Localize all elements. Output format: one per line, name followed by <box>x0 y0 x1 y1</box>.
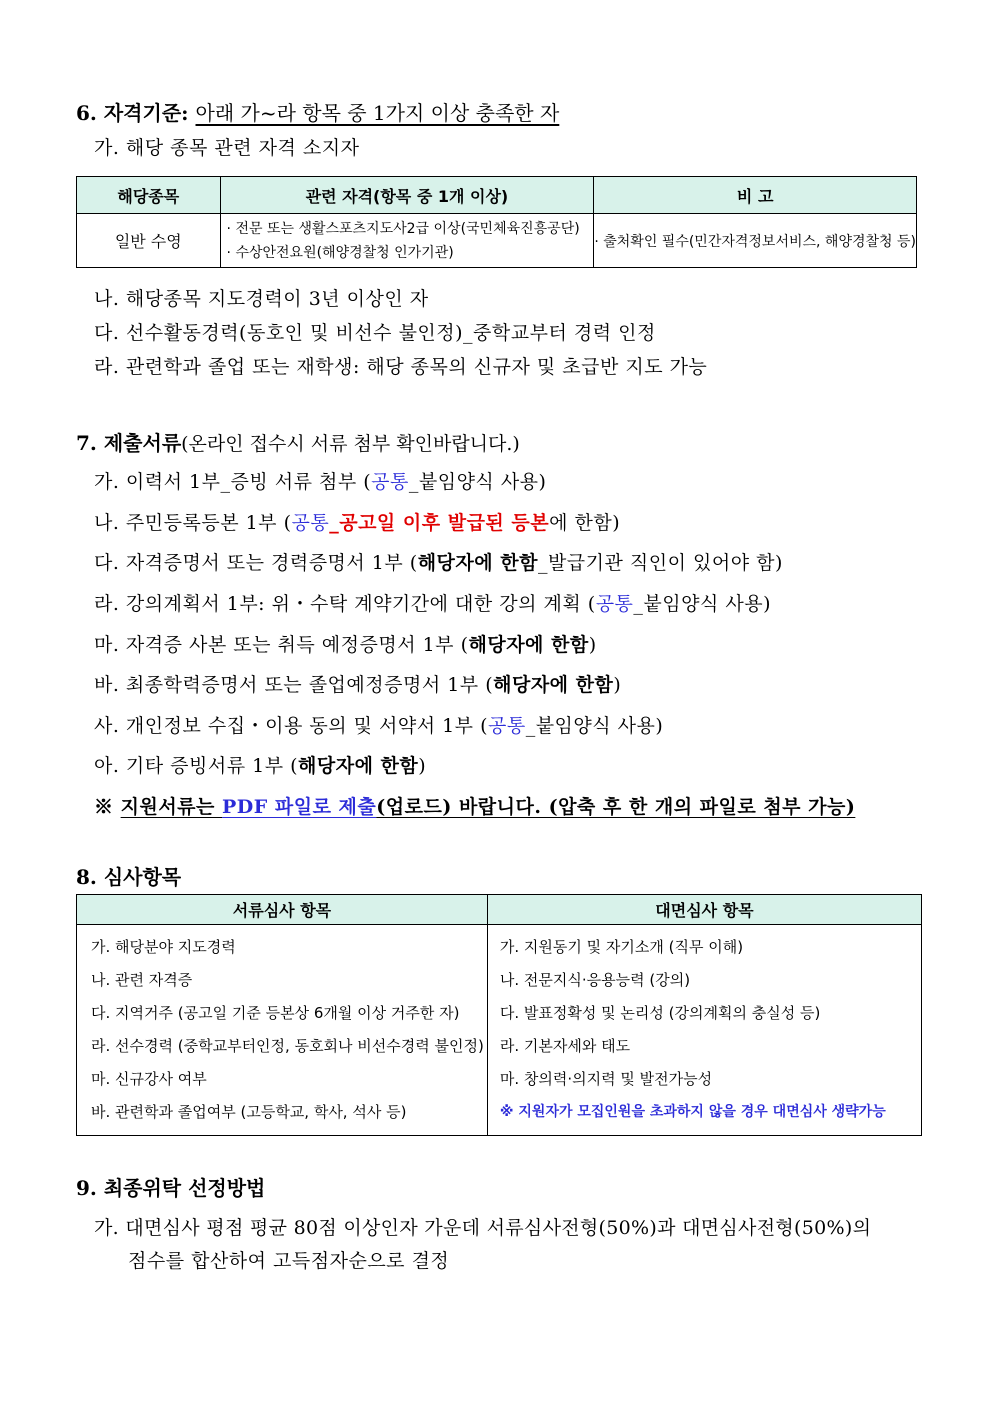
common-label: 공통 <box>487 715 526 737</box>
text: 사. 개인정보 수집・이용 동의 및 서약서 1부 ( <box>94 715 488 737</box>
text: ) <box>588 634 597 656</box>
list-item: 마. 창의력·의지력 및 발전가능성 <box>499 1070 713 1088</box>
cell-sport: 일반 수영 <box>77 214 221 268</box>
interview-note: ※ 지원자가 모집인원을 초과하지 않을 경우 대면심사 생략가능 <box>499 1104 886 1120</box>
qualification-table <box>76 176 917 268</box>
header-note: 비 고 <box>594 177 917 214</box>
section6-heading <box>76 97 559 126</box>
bold-text: 해당자에 한함 <box>417 552 538 574</box>
section9-heading: 9. 최종위탁 선정방법 <box>76 1176 266 1200</box>
interview-items <box>487 925 921 1136</box>
qualification-item: · 전문 또는 생활스포츠지도사2급 이상(국민체육진흥공단) <box>226 220 580 237</box>
text: 바. 최종학력증명서 또는 졸업예정증명서 1부 ( <box>94 674 494 696</box>
section7-title-note: (온라인 접수시 서류 첨부 확인바랍니다.) <box>181 433 520 455</box>
doc-item-da <box>94 548 783 575</box>
text: 가. 이력서 1부_증빙 서류 첨부 ( <box>94 471 372 493</box>
text: 마. 자격증 사본 또는 취득 예정증명서 1부 ( <box>94 634 469 656</box>
text: _붙임양식 사용) <box>633 593 771 615</box>
text: (업로드) 바랍니다. (압축 후 한 개의 파일로 첨부 가능) <box>376 796 856 818</box>
section7-number: 7. <box>76 431 97 455</box>
submission-notice <box>94 792 855 819</box>
section6-item-ga: 가. 해당 종목 관련 자격 소지자 <box>94 137 360 159</box>
qualification-item: · 수상안전요원(해양경찰청 인가기관) <box>226 244 454 261</box>
evaluation-table <box>76 894 922 1136</box>
list-item: 나. 관련 자격증 <box>91 971 193 989</box>
common-label: 공통 <box>291 512 330 534</box>
list-item: 다. 발표정확성 및 논리성 (강의계획의 충실성 등) <box>499 1004 821 1022</box>
bold-text: 해당자에 한함 <box>493 674 614 696</box>
common-label: 공통 <box>595 593 634 615</box>
text: _붙임양식 사용) <box>408 471 547 493</box>
highlight-text: _공고일 이후 발급된 등본 <box>329 512 550 534</box>
list-item: 나. 전문지식·응용능력 (강의) <box>499 971 691 989</box>
notice-mark: ※ <box>94 796 121 818</box>
text: ) <box>418 755 427 777</box>
doc-item-na <box>94 508 620 535</box>
cell-note: · 출처확인 필수(민간자격정보서비스, 해양경찰청 등) <box>594 214 917 268</box>
doc-item-ba <box>94 670 621 697</box>
doc-item-ra <box>94 589 771 616</box>
cell-qualifications <box>220 214 594 268</box>
section6-item-na: 나. 해당종목 지도경력이 3년 이상인 자 <box>94 288 429 310</box>
header-sport: 해당종목 <box>77 177 221 214</box>
list-item: 라. 선수경력 (중학교부터인정, 동호회나 비선수경력 불인정) <box>91 1037 484 1055</box>
bold-text: 해당자에 한함 <box>298 755 419 777</box>
text: ) <box>613 674 622 696</box>
section6-item-ra: 라. 관련학과 졸업 또는 재학생: 해당 종목의 신규자 및 초급반 지도 가능 <box>94 356 708 378</box>
text: _발급기관 직인이 있어야 함) <box>537 552 783 574</box>
section9-line1: 가. 대면심사 평점 평균 80점 이상인자 가운데 서류심사전형(50%)과 대면심사전형(50%)의 <box>94 1217 872 1239</box>
header-qualification: 관련 자격(항목 중 1개 이상) <box>220 177 594 214</box>
section6-title: 자격기준: <box>103 101 189 125</box>
doc-item-a <box>94 751 426 778</box>
list-item: 바. 관련학과 졸업여부 (고등학교, 학사, 석사 등) <box>91 1103 407 1121</box>
list-item: 다. 지역거주 (공고일 기준 등본상 6개월 이상 거주한 자) <box>91 1004 460 1022</box>
text: 지원서류는 <box>120 796 223 818</box>
doc-item-ga <box>94 467 546 494</box>
text: _붙임양식 사용) <box>525 715 664 737</box>
list-item: 마. 신규강사 여부 <box>91 1070 207 1088</box>
evaluation-table-header <box>77 895 922 925</box>
text: 라. 강의계획서 1부: 위・수탁 계약기간에 대한 강의 계획 ( <box>94 593 596 615</box>
header-interview: 대면심사 항목 <box>487 895 921 925</box>
table-row <box>77 214 917 268</box>
section7-heading <box>76 427 520 456</box>
text: 다. 자격증명서 또는 경력증명서 1부 ( <box>94 552 418 574</box>
section9-line2: 점수를 합산하여 고득점자순으로 결정 <box>128 1250 450 1272</box>
common-label: 공통 <box>371 471 409 493</box>
section7-title: 제출서류 <box>103 431 182 455</box>
list-item: 라. 기본자세와 태도 <box>499 1037 631 1055</box>
text: 아. 기타 증빙서류 1부 ( <box>94 755 299 777</box>
bold-text: 해당자에 한함 <box>468 634 589 656</box>
document-review-items <box>77 925 488 1136</box>
list-item: 가. 지원동기 및 자기소개 (직무 이해) <box>499 938 744 956</box>
table-row <box>77 925 922 1136</box>
section8-heading: 8. 심사항목 <box>76 865 182 889</box>
doc-item-sa <box>94 711 663 738</box>
text: 에 한함) <box>549 512 621 534</box>
header-document-review: 서류심사 항목 <box>77 895 488 925</box>
pdf-notice: PDF 파일로 제출 <box>222 796 377 818</box>
section6-item-da: 다. 선수활동경력(동호인 및 비선수 불인정)_중학교부터 경력 인정 <box>94 322 656 344</box>
list-item: 가. 해당분야 지도경력 <box>91 938 236 956</box>
text: 나. 주민등록등본 1부 ( <box>94 512 292 534</box>
section6-subtitle: 아래 가~라 항목 중 1가지 이상 충족한 자 <box>195 101 560 125</box>
doc-item-ma <box>94 630 597 657</box>
qualification-table-header <box>77 177 917 214</box>
section6-number: 6. <box>76 101 97 125</box>
